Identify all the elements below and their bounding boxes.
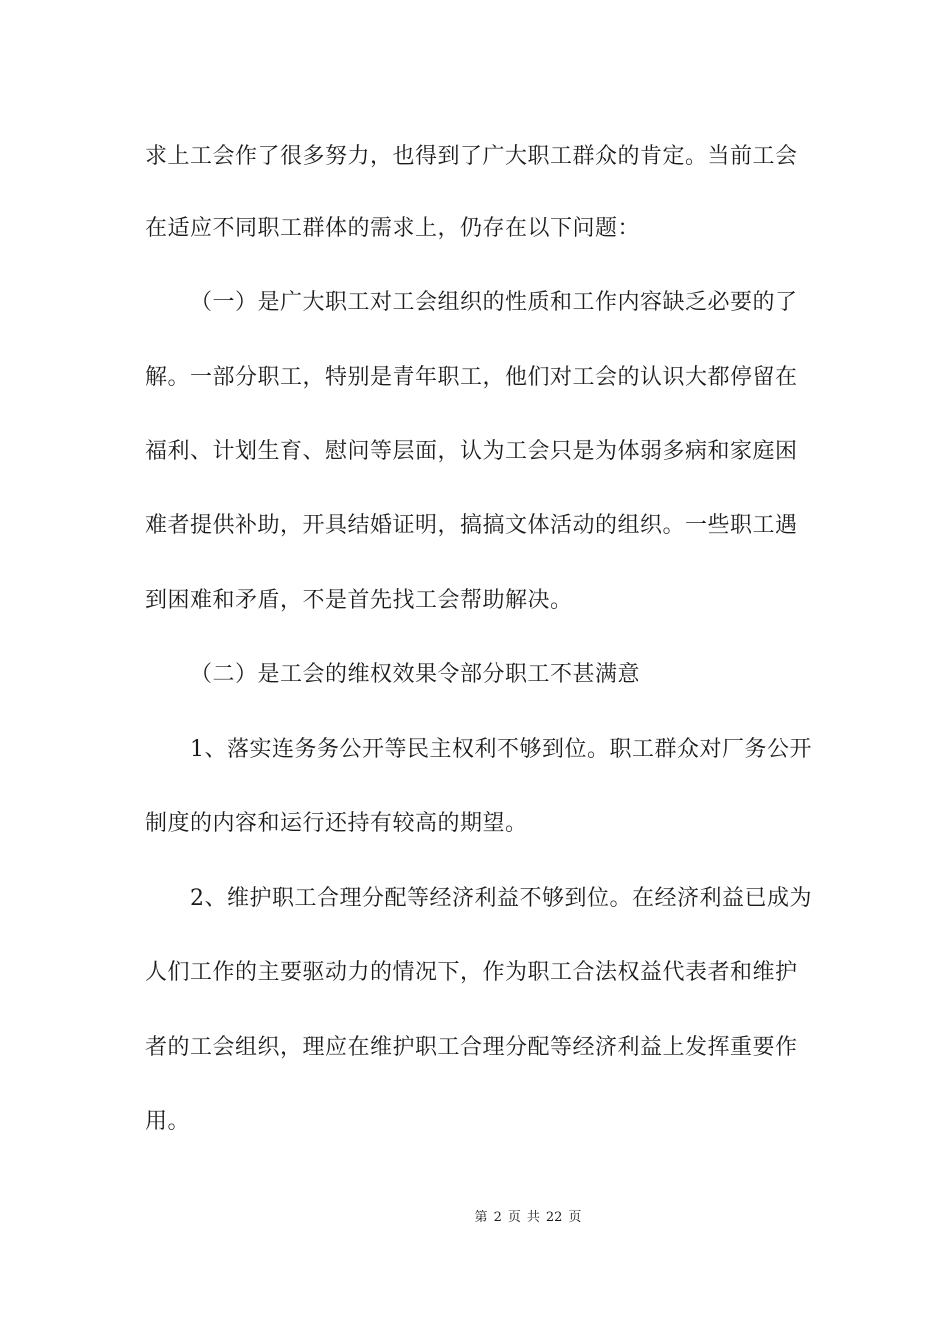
text-line: 解。一部分职工，特别是青年职工，他们对工会的认识大都停留在	[145, 365, 798, 390]
footer-ye2: 页	[568, 1210, 582, 1225]
text-line: 求上工会作了很多努力，也得到了广大职工群众的肯定。当前工会	[145, 144, 798, 169]
text-line: 难者提供补助，开具结婚证明，搞搞文体活动的组织。一些职工遇	[145, 513, 798, 538]
page-number: 2	[493, 1210, 502, 1225]
footer-gong: 共	[526, 1210, 540, 1225]
footer-ye: 页	[507, 1210, 521, 1225]
text-line: 到困难和矛盾，不是首先找工会帮助解决。	[145, 588, 573, 613]
text-line: 福利、计划生育、慰问等层面，认为工会只是为体弱多病和家庭困	[145, 439, 798, 464]
text-line: 2、维护职工合理分配等经济利益不够到位。在经济利益已成为	[190, 886, 812, 911]
total-pages: 22	[545, 1210, 563, 1225]
text-line: （二）是工会的维权效果令部分职工不甚满意	[190, 662, 641, 687]
text-line: 者的工会组织，理应在维护职工合理分配等经济利益上发挥重要作	[145, 1035, 798, 1060]
text-line: （一）是广大职工对工会组织的性质和工作内容缺乏必要的了	[190, 290, 798, 315]
footer-di: 第	[474, 1210, 488, 1225]
text-line: 在适应不同职工群体的需求上，仍存在以下问题：	[145, 216, 641, 241]
text-line: 人们工作的主要驱动力的情况下，作为职工合法权益代表者和维护	[145, 960, 798, 985]
text-line: 用。	[145, 1109, 191, 1134]
page-footer	[0, 1208, 950, 1228]
text-line: 制度的内容和运行还持有较高的期望。	[145, 811, 528, 836]
text-line: 1、落实连务务公开等民主权利不够到位。职工群众对厂务公开	[190, 737, 812, 762]
